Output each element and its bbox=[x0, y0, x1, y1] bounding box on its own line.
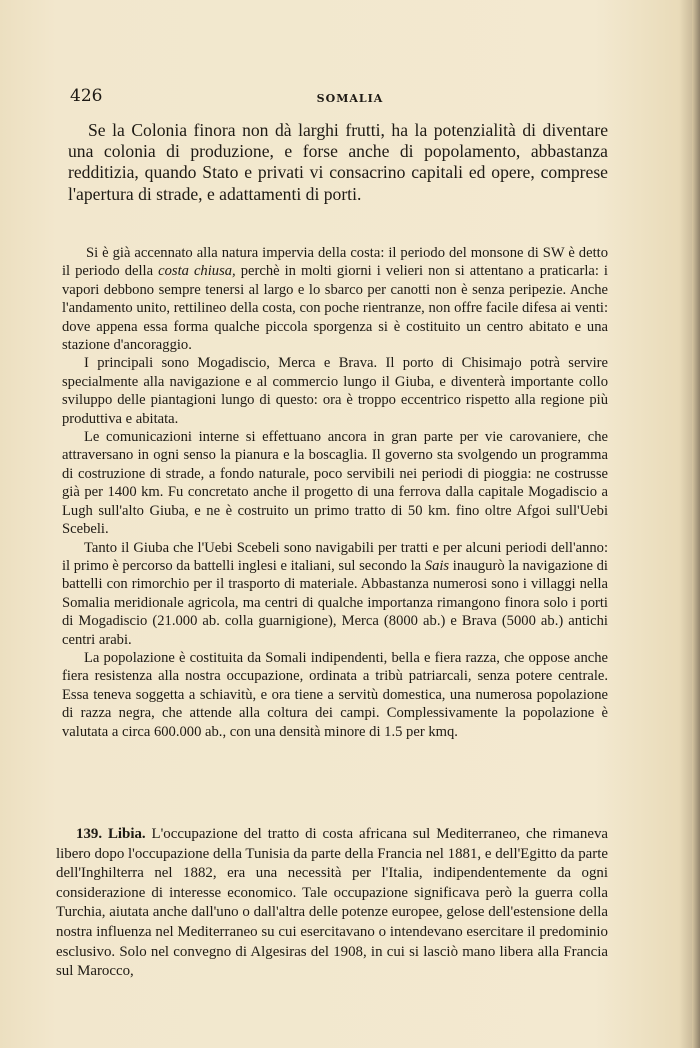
body-text bbox=[62, 244, 608, 741]
page-edge-shadow bbox=[692, 0, 700, 1048]
page-number: 426 bbox=[70, 86, 103, 106]
libia-text: L'occupazione del tratto di costa africana sul Mediterraneo, che rimaneva libero dopo l'occupazione della Tunisia da parte della Francia nel 1881, e dell'Egitto da parte dell'Inghilterra nel 1882, era una necessità per l'Italia, indipendentemente da ogni considerazione di interesse economico. Tale occupazione significava però la guerra colla Turchia, aiutata anche dall'uno o dall'altra delle potenze europee, gelose dell'estensione della nostra influenza nel Mediterraneo su cui esercitavano o intendevano esercitare il predominio esclusivo. Solo nel convegno di Algesiras del 1908, in cui si lasciò mano libera alla Francia sul Marocco, bbox=[56, 826, 608, 980]
intro-paragraph: Se la Colonia finora non dà larghi frutti, ha la potenzialità di diventare una colonia di produzione, e forse anche di popolamento, abbastanza redditizia, quando Stato e privati vi consacrino capitali ed opere, comprese l'apertura di strade, e adattamenti di porti. bbox=[68, 120, 608, 204]
section-heading: 139. Libia. bbox=[76, 826, 146, 842]
libia-paragraph bbox=[56, 825, 608, 982]
paragraph-rivers-emphasis: Sais bbox=[424, 557, 450, 574]
section-libia bbox=[56, 825, 608, 982]
paragraph-rivers-part-2: inaugurò la navigazione di battelli con rimorchio per il trasporto di materiale. Abbastanza numerosi sono i villaggi nella Somalia meridionale agricola, ma centri di qualche importanza rimangono finora solo i porti di Mogadiscio (21.000 ab. colla guarnigione), Merca (8000 ab.) e Brava (5000 ab.) antichi centri arabi. bbox=[62, 557, 608, 648]
paragraph-coast bbox=[62, 244, 608, 354]
page-header bbox=[70, 86, 630, 110]
paragraph-coast-part-2: perchè in molti giorni i velieri non si attentano a praticarla: i vapori debbono sempre tenersi al largo e lo sbarco per canotti non è senza peripezie. Anche l'andamento unito, rettilineo della costa, con poche rientranze, non offre facile difesa ai venti: dove appena essa forma qualche piccola sporgenza si è costituito un centro abitato e una stazione d'ancoraggio. bbox=[62, 263, 608, 354]
paragraph-rivers-part-1: Tanto il Giuba che l'Uebi Scebeli sono navigabili per tratti e per alcuni periodi dell'anno: il primo è percorso da battelli inglesi e italiani, sul secondo la bbox=[62, 539, 608, 574]
paragraph-population: La popolazione è costituita da Somali indipendenti, bella e fiera razza, che oppose anche fiera resistenza alla nostra occupazione, ordinata a tribù patriarcali, senza potere centrale. Essa teneva soggetta a schiavitù, e ora tiene a servitù domestica, una numerosa popolazione di razza negra, che attende alla coltura dei campi. Complessivamente la popolazione è valutata a circa 600.000 ab., con una densità minore di 1.5 per kmq. bbox=[62, 649, 608, 740]
paragraph-rivers bbox=[62, 539, 608, 649]
paragraph-coast-emphasis: costa chiusa, bbox=[158, 263, 236, 280]
paragraph-coast-part-1: Si è già accennato alla natura impervia della costa: il periodo del monsone di SW è detto il periodo della bbox=[62, 245, 608, 280]
paragraph-ports: I principali sono Mogadiscio, Merca e Brava. Il porto di Chisimajo potrà servire specialmente alla navigazione e al commercio lungo il Giuba, e diventerà importante collo sviluppo delle piantagioni lungo di questo: ora è troppo eccentrico rispetto alla regione più produttiva e abitata. bbox=[62, 355, 608, 427]
paragraph-communications: Le comunicazioni interne si effettuano ancora in gran parte per vie carovaniere, che attraversano in ogni senso la pianura e la boscaglia. Il governo sta svolgendo un programma di costruzione di strade, a fondo naturale, poco servibili nei periodi di pioggia: ne costrusse già per 1400 km. Fu concretato anche il progetto di una ferrova dalla capitale Mogadiscio a Lugh sull'alto Giuba, e ne è costruito un primo tratto di 50 km. fino oltre Afgoi sull'Uebi Scebeli. bbox=[62, 429, 608, 538]
intro-paragraph-block bbox=[68, 120, 608, 205]
running-title: SOMALIA bbox=[316, 92, 384, 105]
